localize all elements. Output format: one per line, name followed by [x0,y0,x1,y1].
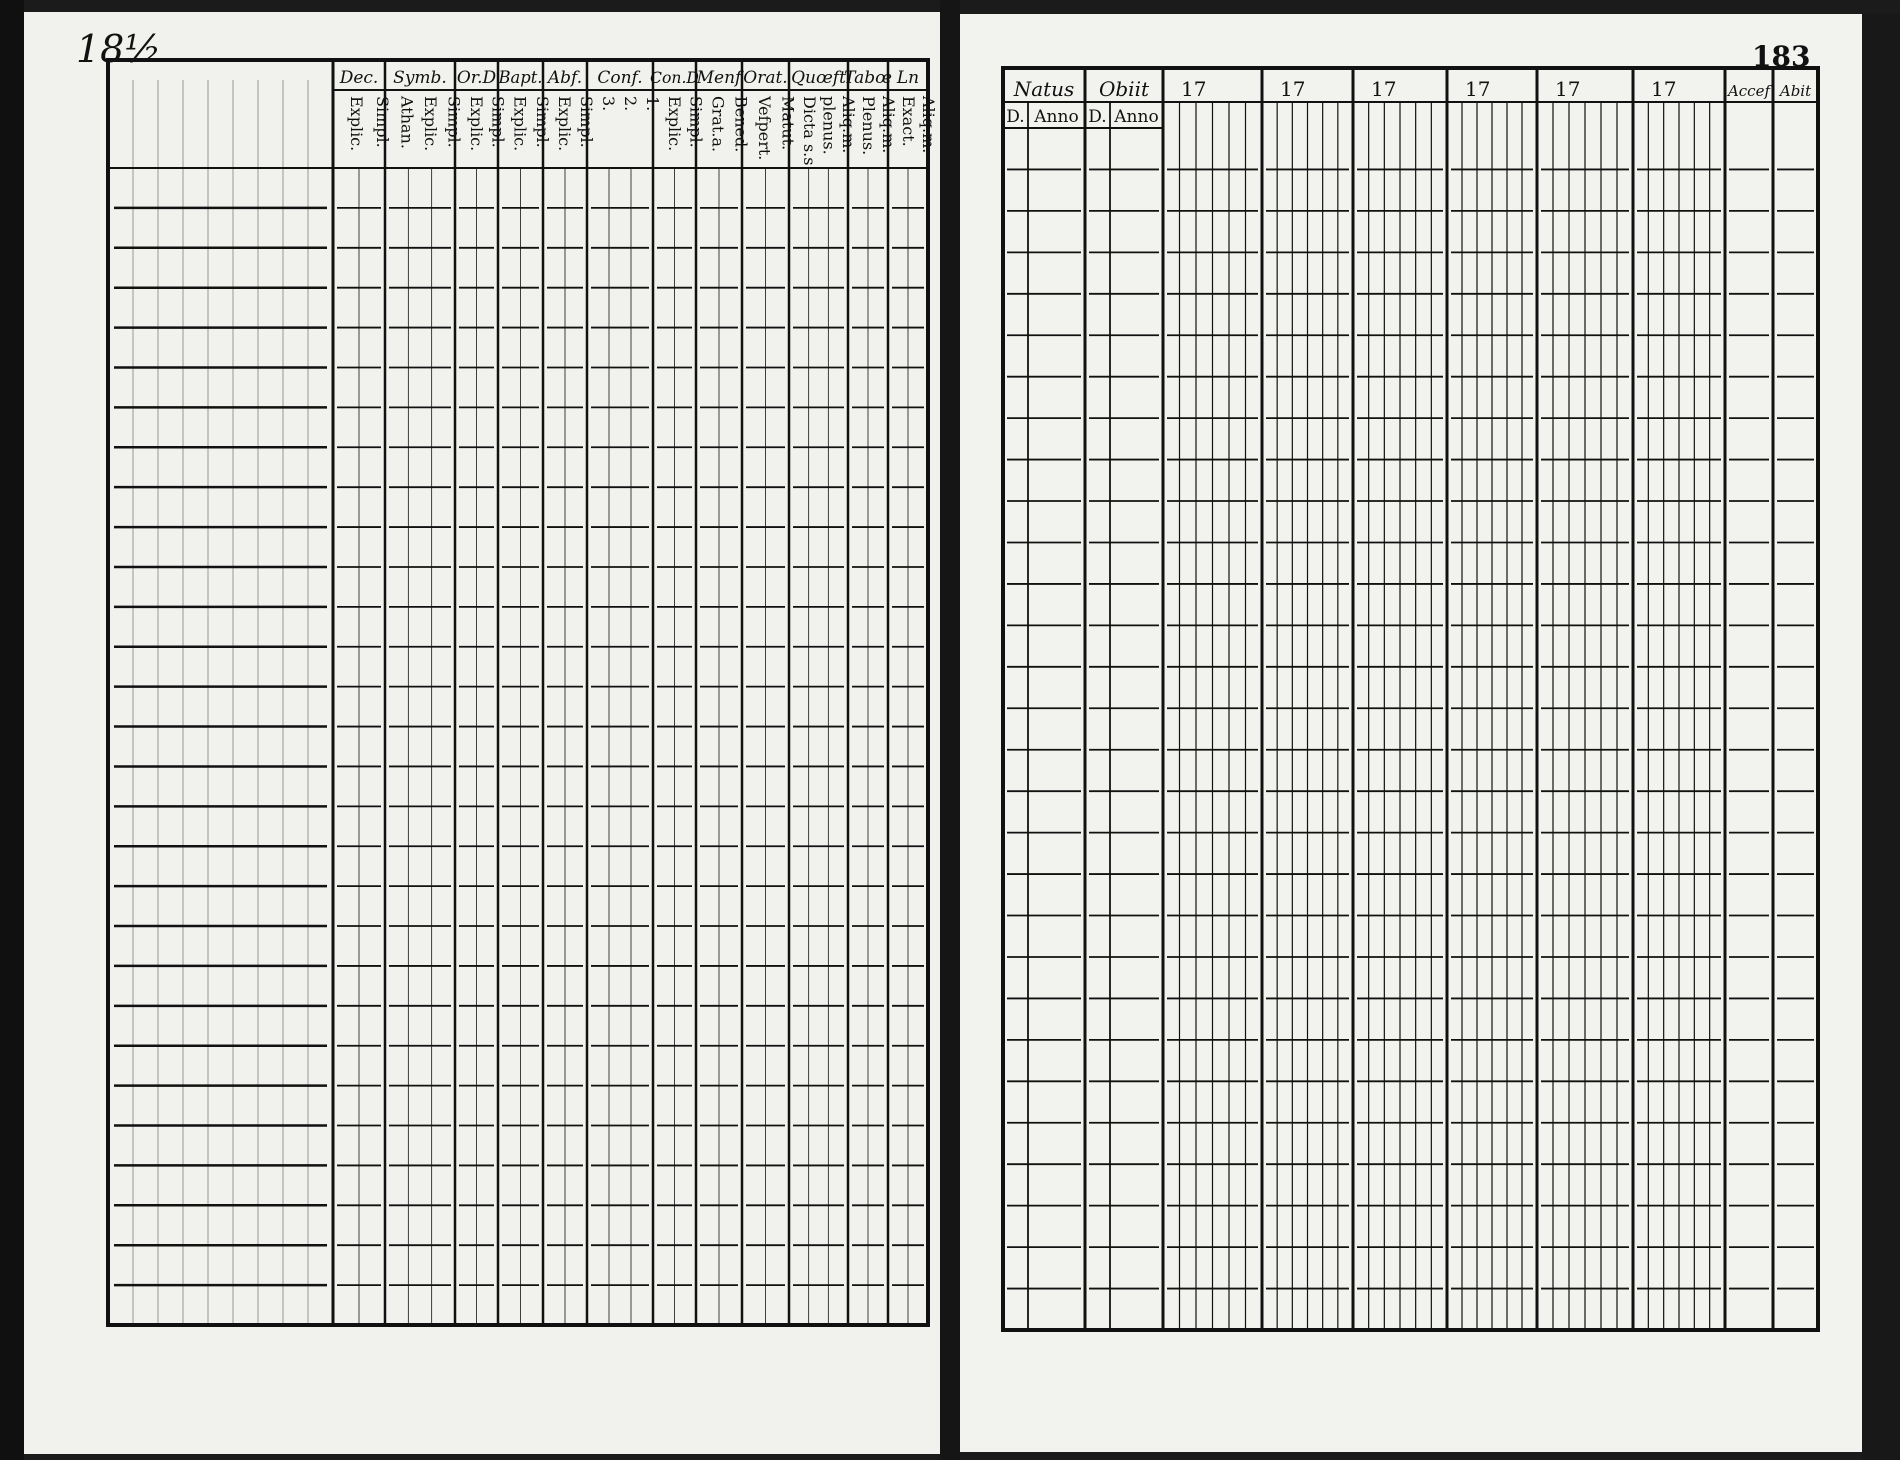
right-subheader: Anno [1114,107,1159,127]
left-subheader: 1. [643,96,662,112]
right-group-header: 17 [1651,77,1677,101]
left-subheader: Bened. [731,96,751,153]
left-column-header: Orat. [743,68,788,88]
left-subheader: Explic. [510,96,530,152]
right-group-header: 17 [1465,77,1491,101]
right-page [958,14,1866,1452]
right-group-header: 17 [1181,77,1207,101]
left-subheader: Explic. [347,96,366,152]
left-subheader: Grat.a. [708,96,728,153]
left-subheader: 3. [599,96,618,112]
left-subheader: Dicta s.s. [799,96,819,171]
left-subheader: Vefpert. [754,96,774,161]
left-subheader: Simpl. [444,96,464,148]
page-number: 183 [1752,40,1811,73]
right-group-header: 17 [1555,77,1581,101]
left-column-header: Bapt. [498,68,543,87]
left-subheader: Aliq.m. [839,96,859,154]
left-subheader: Simpl. [488,96,508,148]
right-subheader: Anno [1034,107,1079,127]
left-subheader: Simpl. [577,96,596,148]
left-subheader: Exact. [899,96,918,147]
left-column-header: Abf. [547,68,583,88]
left-column-header: Quœft [791,68,846,88]
left-column-header: Dec. [339,68,379,88]
left-subheader: Aliq.m. [879,96,898,154]
left-subheader: Matut. [778,96,798,151]
book-spine [940,0,960,1460]
left-column-header: Menf [696,68,742,88]
left-subheader: Athan. [397,96,417,149]
left-subheader: plenus. [819,96,839,155]
right-group-header: Obiit [1098,77,1150,101]
left-column-header: Symb. [393,68,447,88]
left-column-header: Tabœ [844,68,892,88]
right-group-header: Natus [1013,77,1075,101]
right-group-header: 17 [1371,77,1397,101]
left-subheader: Explic. [421,96,440,152]
right-group-header: Abit [1779,82,1812,100]
left-subheader: Simpl. [686,96,706,148]
left-subheader: Explic. [555,96,574,152]
left-subheader: Explic. [466,96,486,152]
left-subheader: Explic. [664,96,684,152]
left-column-header: Con.D [650,68,699,87]
left-subheader: 2. [621,96,640,112]
handwritten-page-mark: 18½ [76,27,162,71]
left-column-header: Or.D [456,68,497,88]
right-group-header: Accef [1727,82,1771,100]
left-column-header: Ln [896,68,920,88]
left-subheader: Simpl. [532,96,552,148]
right-group-header: 17 [1280,77,1306,101]
left-column-header: Conf. [597,68,643,88]
left-subheader: Plenus. [859,96,878,156]
left-page [22,12,942,1454]
left-subheader: Simpl. [373,96,392,148]
right-subheader: D. [1006,107,1025,127]
left-subheader: Aliq.m. [919,96,938,154]
right-subheader: D. [1088,107,1107,127]
